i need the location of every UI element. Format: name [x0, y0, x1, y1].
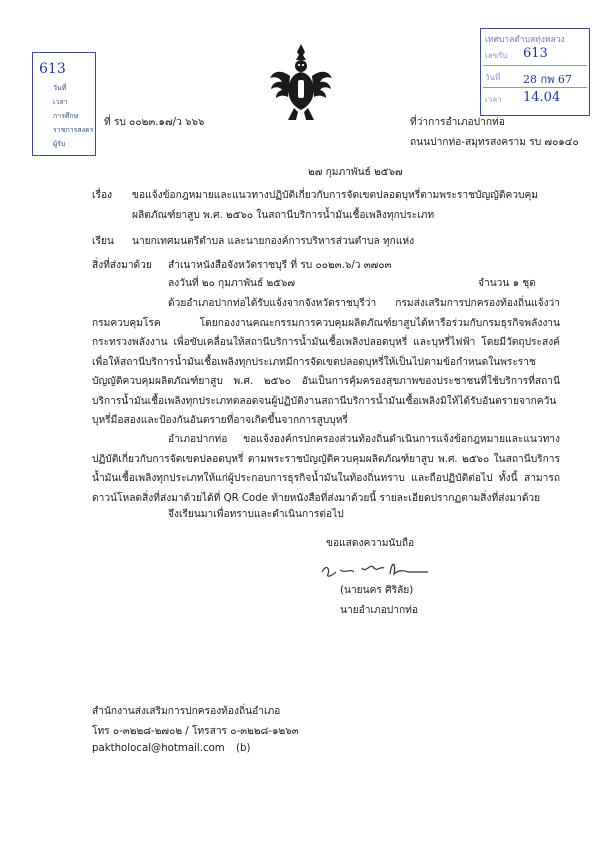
subject-label: เรื่อง — [92, 190, 113, 201]
stamp-line: เวลา — [53, 98, 68, 106]
attachment-line-1: สำเนาหนังสือจังหวัดราชบุรี ที่ รบ ๐๐๒๓.๖/ว ๓๗๐๓ — [168, 260, 392, 271]
recipient-label: เรียน — [92, 236, 114, 247]
stamp-row-label: เวลา — [485, 95, 502, 104]
stamp-row-label: วันที่ — [485, 73, 501, 82]
stamp-handwritten-number: 613 — [39, 61, 66, 77]
stamp-line: ผู้รับ — [53, 140, 66, 148]
body-paragraph-2-text: อำเภอปากท่อ ขอแจ้งองค์กรปกครองส่วนท้องถิ่นดำเนินการแจ้งข้อกฎหมายและแนวทางปฏิบัติเกี่ยวกับการจัดเขตปลอดบุหรี่ ตามพระราชบัญญัติควบคุมผลิตภัณฑ์ยาสูบ พ.ศ. ๒๕๖๐ ในสถานีบริการน้ำมันเชื้อเพลิงทุกประเภทให้แก่ผู้ประกอบการธุรกิจน้ำมันในท้องถิ่นทราบ และถือปฏิบัติต่อไป ทั้งนี้ สามารถดาวน์โหลดสิ่งที่ส่งมาด้วยได้ที่ QR Code ท้ายหนังสือที่ส่งมาด้วยนี้ รายละเอียดปรากฏตามสิ่งที่ส่งมาด้วย — [92, 434, 560, 504]
document-date: ๒๗ กุมภาพันธ์ ๒๕๖๗ — [308, 167, 403, 178]
body-paragraph-2 — [92, 430, 560, 508]
garuda-emblem-icon — [268, 42, 334, 124]
footer-office: สำนักงานส่งเสริมการปกครองท้องถิ่นอำเภอ — [92, 706, 281, 717]
left-receipt-stamp — [32, 52, 96, 156]
stamp-row — [483, 89, 587, 109]
attachment-count: จำนวน ๑ ชุด — [478, 278, 536, 289]
stamp-row — [483, 67, 587, 88]
attachment-label: สิ่งที่ส่งมาด้วย — [92, 260, 152, 271]
stamp-row-value: 28 กพ 67 — [523, 73, 572, 86]
recipient-text: นายกเทศมนตรีตำบล และนายกองค์การบริหารส่วนตำบล ทุกแห่ง — [132, 236, 415, 247]
stamp-line: การศึกษ — [53, 112, 79, 120]
stamp-line: ราชการสงคร — [53, 126, 94, 134]
subject-line-1: ขอแจ้งข้อกฎหมายและแนวทางปฏิบัติเกี่ยวกับการจัดเขตปลอดบุหรี่ตามพระราชบัญญัติควบคุม — [132, 190, 539, 201]
stamp-line: วันที่ — [53, 84, 67, 92]
footer-mark: (b) — [236, 743, 251, 754]
agency-address: ถนนปากท่อ-สมุทรสงคราม รบ ๗๐๑๔๐ — [410, 137, 579, 148]
signature-icon — [318, 556, 434, 582]
closing-salutation: ขอแสดงความนับถือ — [326, 538, 415, 549]
signatory-position: นายอำเภอปากท่อ — [340, 605, 418, 616]
stamp-row — [483, 45, 587, 66]
document-number: ที่ รบ ๐๐๒๓.๑๗/ว ๖๖๖ — [104, 117, 205, 128]
stamp-row-value: 14.04 — [523, 90, 561, 105]
footer-phone: โทร ๐-๓๒๒๘-๒๗๐๒ / โทรสาร ๐-๓๒๒๘-๑๒๖๓ — [92, 726, 299, 737]
subject-line-2: ผลิตภัณฑ์ยาสูบ พ.ศ. ๒๕๖๐ ในสถานีบริการน้ำมันเชื้อเพลิงทุกประเภท — [132, 210, 435, 221]
right-receipt-stamp — [480, 28, 590, 116]
stamp-row-value: 613 — [523, 46, 548, 61]
agency-name: ที่ว่าการอำเภอปากท่อ — [410, 117, 505, 128]
body-paragraph-3: จึงเรียนมาเพื่อทราบและดำเนินการต่อไป — [168, 509, 344, 520]
body-paragraph-1-text: ด้วยอำเภอปากท่อได้รับแจ้งจากจังหวัดราชบุรีว่า กรมส่งเสริมการปกครองท้องถิ่นแจ้งว่า กรมควบคุมโรค โดยกองงานคณะกรรมการควบคุมผลิตภัณฑ์ยาสูบได้หารือร่วมกับกรมธุรกิจพลังงาน กระทรวงพลังงาน เพื่อขับเคลื่อนให้สถานีบริการน้ำมันเชื้อเพลิงปลอดบุหรี่ และบุหรี่ไฟฟ้า โดยมีวัตถุประสงค์เพื่อให้สถานีบริการน้ำมันเชื้อเพลิงทุกประเภทมีการจัดเขตปลอดบุหรี่ให้เป็นไปตามข้อกำหนดในพระราชบัญญัติควบคุมผลิตภัณฑ์ยาสูบ พ.ศ. ๒๕๖๐ อันเป็นการคุ้มครองสุขภาพของประชาชนที่ใช้บริการที่สถานีบริการน้ำมันเชื้อเพลิงทุกประเภทตลอดจนผู้ปฏิบัติงานสถานีบริการน้ำมันเชื้อเพลิงมิให้ได้รับอันตรายจากควันบุหรี่มือสองและป้องกันอันตรายที่อาจเกิดขึ้นจากการสูบบุหรี่ — [92, 298, 560, 426]
stamp-row-label: เลขรับ — [485, 51, 508, 60]
body-paragraph-1 — [92, 294, 560, 431]
attachment-line-2: ลงวันที่ ๒๐ กุมภาพันธ์ ๒๕๖๗ — [168, 278, 296, 289]
stamp-header: เทศบาลตำบลทุ่งหลวง — [485, 35, 565, 45]
footer-email[interactable]: paktholocal@hotmail.com — [92, 743, 225, 754]
signatory-name: (นายนคร ศิริลัย) — [340, 585, 414, 596]
